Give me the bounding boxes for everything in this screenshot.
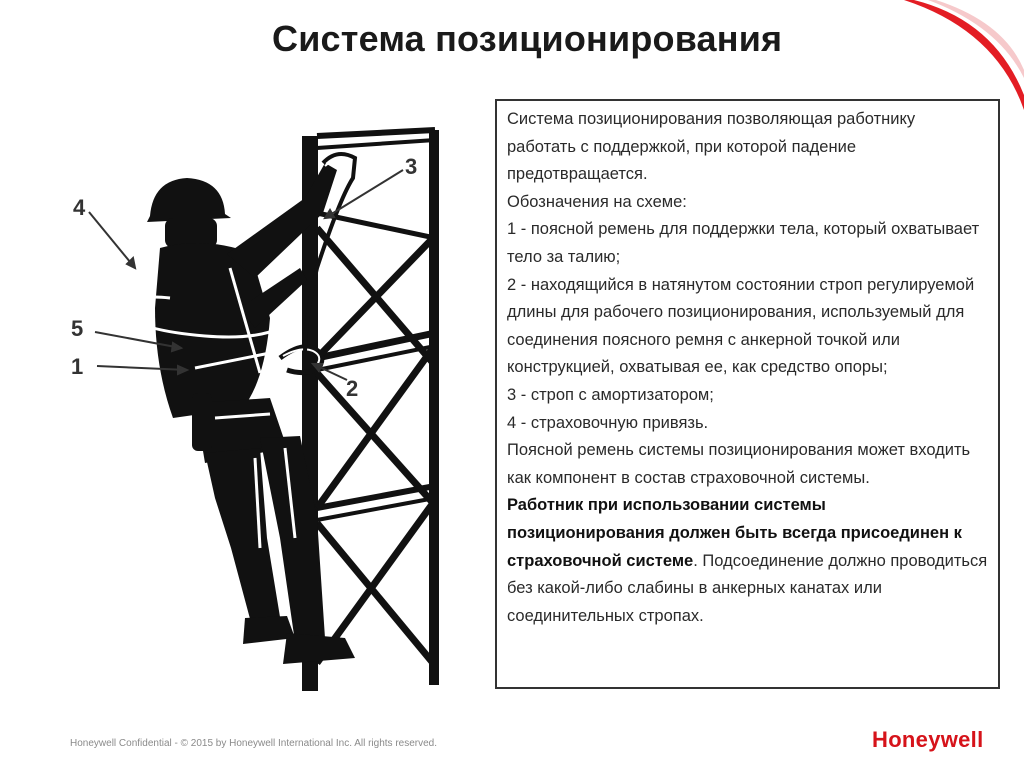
callout-number-1: 1 — [71, 354, 84, 379]
legend-item-4: 4 - страховочную привязь. — [507, 413, 709, 432]
intro-paragraph: Система позиционирования позволяющая работнику работать с поддержкой, при которой падение предотвращается. — [507, 110, 916, 184]
warning-rest-text: . Подсоединение должно проводиться без какой-либо слабины в анкерных канатах или соединительных стропах. — [507, 551, 988, 625]
corner-swoosh-decoration — [884, 0, 1024, 110]
footer-confidential-note: Honeywell Confidential - © 2015 by Honeywell International Inc. All rights reserved. — [70, 738, 438, 749]
legend-item-3: 3 - строп с амортизатором; — [507, 385, 714, 404]
callout-number-3: 3 — [405, 154, 418, 179]
legend-heading: Обозначения на схеме: — [507, 192, 687, 211]
warning-bold-text: Работник при использовании системы позиционирования должен быть всегда присоединен к страховочной системе — [507, 496, 962, 570]
callout-number-2: 2 — [346, 376, 359, 401]
callout-number-4: 4 — [73, 195, 86, 220]
warning-paragraph — [507, 492, 988, 630]
description-box — [495, 99, 1000, 689]
legend-item-1: 1 - поясной ремень для поддержки тела, который охватывает тело за талию; — [507, 220, 980, 266]
callout-number-5: 5 — [71, 316, 84, 341]
slide-title: Система позиционирования — [272, 18, 783, 59]
work-positioning-illustration — [55, 118, 445, 693]
component-note: Поясной ремень системы позиционирования может входить как компонент в состав страховочной системы. — [507, 441, 971, 487]
honeywell-logo: Honeywell — [872, 727, 984, 752]
legend-item-2: 2 - находящийся в натянутом состоянии строп регулируемой длины для рабочего позиционирования, используемый для соединения поясного ремня с анкерной точкой или конструкцией, охватывая ее, как средство опоры; — [507, 275, 975, 377]
